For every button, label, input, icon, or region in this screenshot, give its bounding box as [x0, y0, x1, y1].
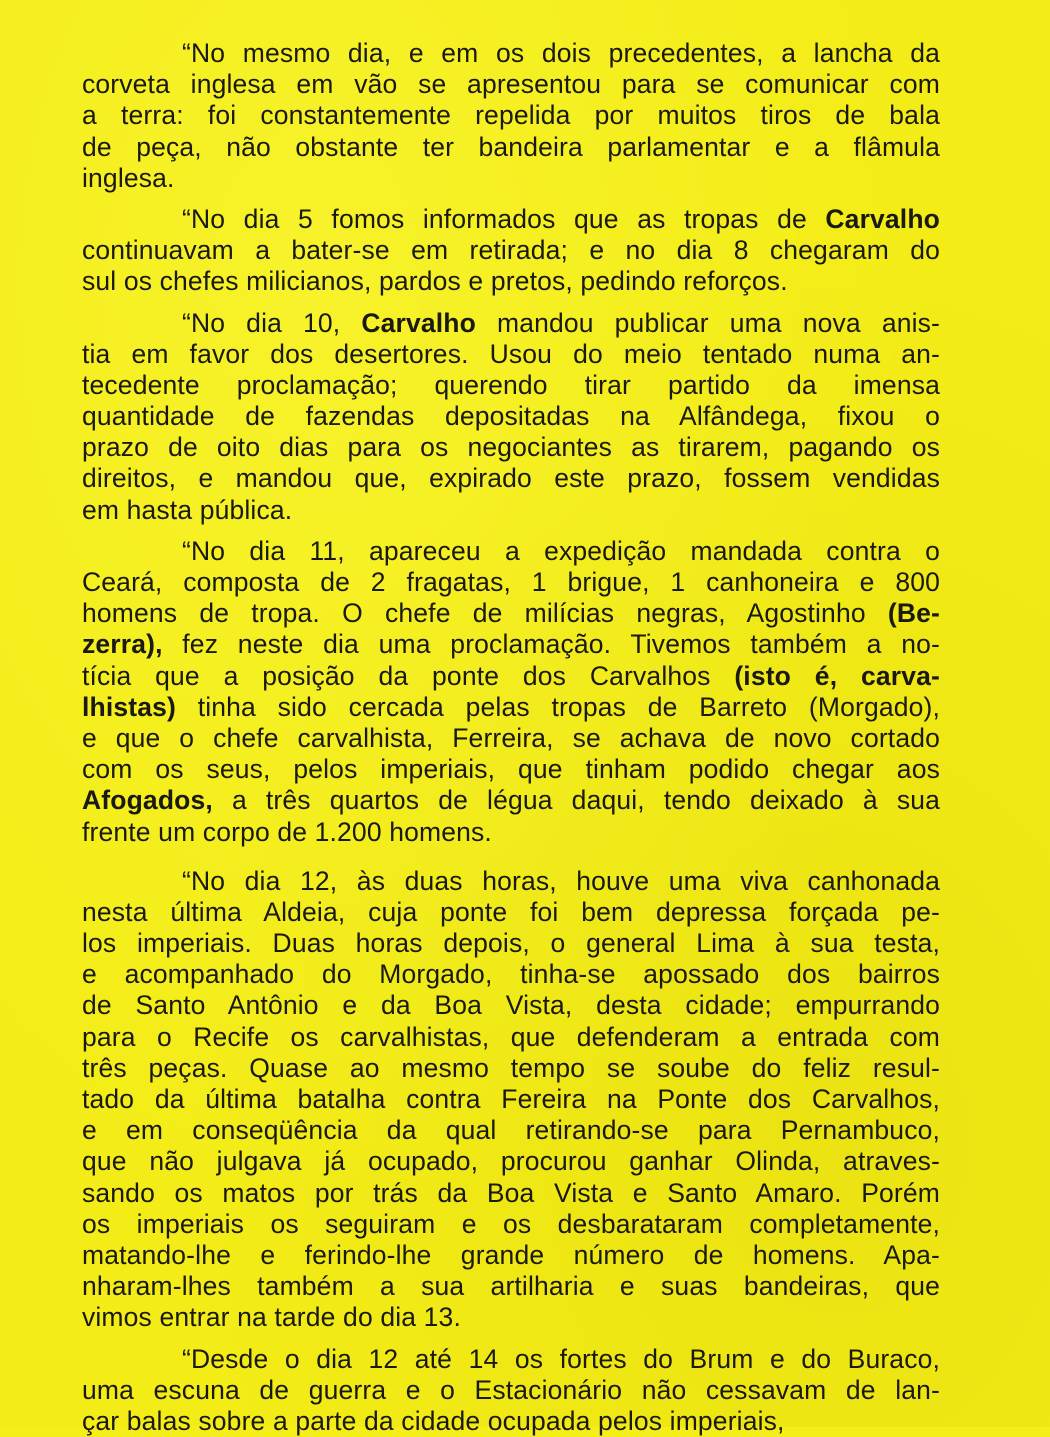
paragraph-1 [82, 38, 940, 194]
paragraph-5 [82, 866, 940, 1334]
text-line: e que o chefe carvalhista, Ferreira, se achava de novo cortado [82, 723, 940, 754]
text-line: lhistas) tinha sido cercada pelas tropas de Barreto (Morgado), [82, 692, 940, 723]
text-line: uma escuna de guerra e o Estacionário não cessavam de lan- [82, 1375, 940, 1406]
text-line: homens de tropa. O chefe de milícias negras, Agostinho (Be- [82, 598, 940, 629]
text-line: çar balas sobre a parte da cidade ocupada pelos imperiais, [82, 1406, 940, 1437]
text-line: que não julgava já ocupado, procurou ganhar Olinda, atraves- [82, 1146, 940, 1177]
text-line: nharam-lhes também a sua artilharia e suas bandeiras, que [82, 1271, 940, 1302]
text-line: nesta última Aldeia, cuja ponte foi bem depressa forçada pe- [82, 897, 940, 928]
text-line: sando os matos por trás da Boa Vista e Santo Amaro. Porém [82, 1178, 940, 1209]
paragraph-spacer [82, 526, 940, 536]
text-line: Afogados, a três quartos de légua daqui, tendo deixado à sua [82, 785, 940, 816]
text-line: “No dia 10, Carvalho mandou publicar uma nova anis- [82, 308, 940, 339]
text-line: frente um corpo de 1.200 homens. [82, 817, 940, 848]
paragraph-spacer [82, 194, 940, 204]
paragraph-spacer [82, 1334, 940, 1344]
text-line: tado da última batalha contra Fereira na Ponte dos Carvalhos, [82, 1084, 940, 1115]
text-line: direitos, e mandou que, expirado este prazo, fossem vendidas [82, 463, 940, 494]
document-text [82, 38, 940, 1437]
text-line: com os seus, pelos imperiais, que tinham podido chegar aos [82, 754, 940, 785]
bold-name: Carvalho [825, 204, 940, 234]
text-line: “No dia 12, às duas horas, houve uma viva canhonada [82, 866, 940, 897]
paragraph-4 [82, 536, 940, 848]
text-line: sul os chefes milicianos, pardos e pretos, pedindo reforços. [82, 266, 940, 297]
text-line: “No mesmo dia, e em os dois precedentes, a lancha da [82, 38, 940, 69]
text-line: “No dia 5 fomos informados que as tropas de Carvalho [82, 204, 940, 235]
paragraph-6 [82, 1344, 940, 1437]
bold-name: Carvalho [361, 308, 476, 338]
bold-name: (Be- [888, 598, 940, 628]
text-line: Ceará, composta de 2 fragatas, 1 brigue, 1 canhoneira e 800 [82, 567, 940, 598]
text-line: os imperiais os seguiram e os desbarataram completamente, [82, 1209, 940, 1240]
text-line: inglesa. [82, 163, 940, 194]
text-line: “Desde o dia 12 até 14 os fortes do Brum e do Buraco, [82, 1344, 940, 1375]
text-line: a terra: foi constantemente repelida por muitos tiros de bala [82, 100, 940, 131]
text-line: de peça, não obstante ter bandeira parlamentar e a flâmula [82, 132, 940, 163]
text-line: três peças. Quase ao mesmo tempo se soube do feliz resul- [82, 1053, 940, 1084]
paragraph-3 [82, 308, 940, 526]
text-line: quantidade de fazendas depositadas na Alfândega, fixou o [82, 401, 940, 432]
bold-name: zerra), [82, 629, 163, 659]
paragraph-spacer [82, 298, 940, 308]
bold-name: Afogados, [82, 785, 213, 815]
text-line: prazo de oito dias para os negociantes as tirarem, pagando os [82, 432, 940, 463]
text-line: “No dia 11, apareceu a expedição mandada contra o [82, 536, 940, 567]
paragraph-2 [82, 204, 940, 298]
text-line: corveta inglesa em vão se apresentou para se comunicar com [82, 69, 940, 100]
text-line: e acompanhado do Morgado, tinha-se apossado dos bairros [82, 959, 940, 990]
text-line: matando-lhe e ferindo-lhe grande número de homens. Apa- [82, 1240, 940, 1271]
bold-name: (isto é, carva- [734, 661, 940, 691]
text-line: tecedente proclamação; querendo tirar partido da imensa [82, 370, 940, 401]
text-line: tia em favor dos desertores. Usou do meio tentado numa an- [82, 339, 940, 370]
text-line: vimos entrar na tarde do dia 13. [82, 1302, 940, 1333]
text-line: em hasta pública. [82, 495, 940, 526]
bold-name: lhistas) [82, 692, 176, 722]
text-line: de Santo Antônio e da Boa Vista, desta cidade; empurrando [82, 990, 940, 1021]
text-line: zerra), fez neste dia uma proclamação. Tivemos também a no- [82, 629, 940, 660]
text-line: tícia que a posição da ponte dos Carvalhos (isto é, carva- [82, 661, 940, 692]
text-line: e em conseqüência da qual retirando-se para Pernambuco, [82, 1115, 940, 1146]
text-line: para o Recife os carvalhistas, que defenderam a entrada com [82, 1022, 940, 1053]
text-line: los imperiais. Duas horas depois, o general Lima à sua testa, [82, 928, 940, 959]
paragraph-spacer [82, 848, 940, 866]
text-line: continuavam a bater-se em retirada; e no dia 8 chegaram do [82, 235, 940, 266]
